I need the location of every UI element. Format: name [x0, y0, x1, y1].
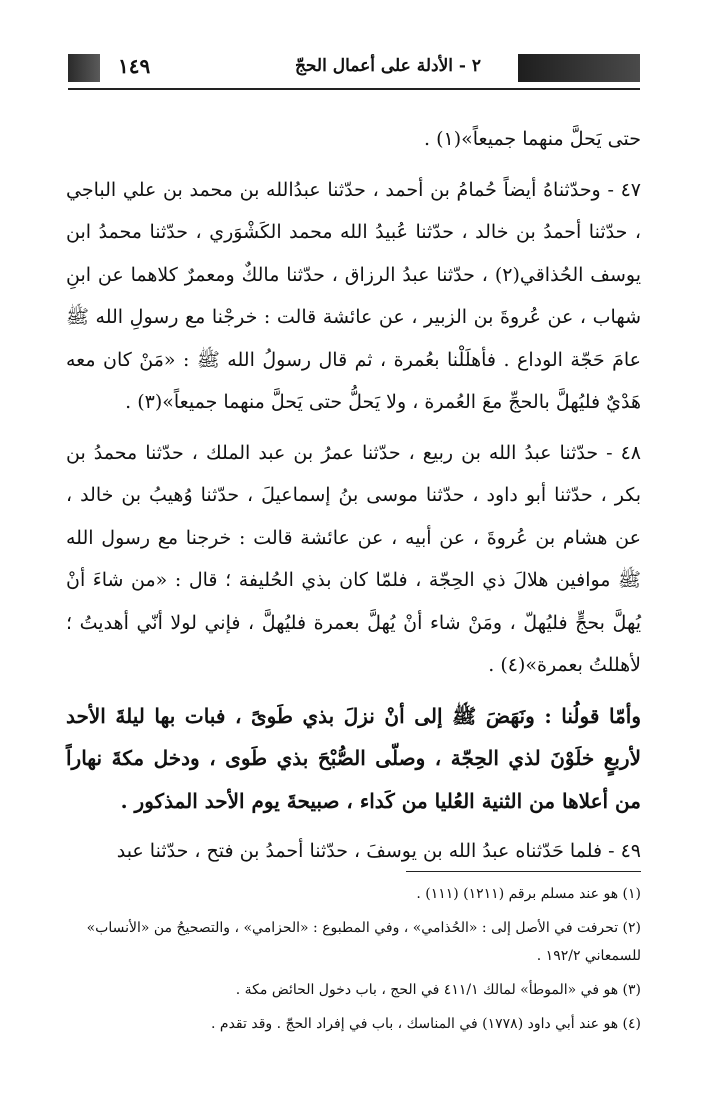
footnote-1: (١) هو عند مسلم برقم (١٢١١) (١١١) .	[416, 886, 641, 902]
paragraph-hadith-48: ٤٨ - حدّثنا عبدُ الله بن ربيع ، حدّثنا عمرُ بن عبد الملك ، حدّثنا محمدُ بن بكر ، حدّثنا أبو داود ، حدّثنا موسى بنُ إسماعيلَ ، حدّثنا وُهيبُ بن خالد ، عن هشام بن عُروةَ ، عن أبيه ، عن عائشة قالت : خرجنا مع رسول الله ﷺ موافين هلالَ ذي الحِجّة ، فلمّا كان بذي الحُليفة ؛ قال : «من شاءَ أنْ يُهلَّ بحجٍّ فليُهلّ ، ومَنْ شاء أنْ يُهلَّ بعمرة فليُهلَّ ، فإني لولا أنّي أهديتُ ؛ لأهللتُ بعمرة»(٤) .	[66, 441, 641, 676]
paragraph-commentary: وأمّا قولُنا : ونَهَضَ ﷺ إلى أنْ نزلَ بذي طَوىً ، فبات بها ليلةَ الأحد لأربعٍ خلَوْنَ لذي الحِجّة ، وصلّى الصُّبْحَ بذي طَوى ، ودخل مكةَ نهاراً من أعلاها من الثنية العُليا من كَداء ، صبيحةَ يوم الأحد المذكور .	[66, 703, 641, 813]
header-decor-block-right	[518, 54, 640, 82]
paragraph-hadith-49: ٤٩ - فلما حَدّثناه عبدُ الله بن يوسفَ ، حدّثنا أحمدُ بن فتح ، حدّثنا عبد	[116, 840, 641, 862]
footnote-3: (٣) هو في «الموطأ» لمالك ٤١١/١ في الحج ، باب دخول الحائض مكة .	[235, 982, 641, 998]
footnotes	[70, 880, 641, 1044]
footnote-separator	[406, 871, 641, 872]
page-header	[68, 50, 640, 90]
paragraph-continuation: حتى يَحلَّ منهما جميعاً»(١) .	[424, 128, 641, 150]
page-number: ١٤٩	[118, 54, 151, 78]
running-title: ٢ - الأدلة على أعمال الحجّ	[294, 56, 482, 76]
footnote-2: (٢) تحرفت في الأصل إلى : «الحُذامي» ، وفي المطبوع : «الحزامي» ، والتصحيحُ من «الأنساب» للسمعاني ١٩٢/٢ .	[86, 920, 641, 964]
header-decor-block-left	[68, 54, 100, 82]
paragraph-hadith-47: ٤٧ - وحدّثناهُ أيضاً حُمامُ بن أحمد ، حدّثنا عبدُالله بن محمد بن علي الباجي ، حدّثنا أحمدُ بن خالد ، حدّثنا عُبيدُ الله محمد الكَشْوَري ، حدّثنا محمدُ ابن يوسف الحُذاقي(٢) ، حدّثنا عبدُ الرزاق ، حدّثنا مالكٌ ومعمرٌ كلاهما عن ابنِ شهاب ، عن عُروةَ بن الزبير ، عن عائشة قالت : خرجْنا مع رسولِ الله ﷺ عامَ حَجّة الوداع . فأهلَلْنا بعُمرة ، ثم قال رسولُ الله ﷺ : «مَنْ كان معه هَدْيٌ فليُهلَّ بالحجِّ معَ العُمرة ، ولا يَحلُّ حتى يَحلَّ منهما جميعاً»(٣) .	[66, 178, 641, 413]
footnote-4: (٤) هو عند أبي داود (١٧٧٨) في المناسك ، باب في إفراد الحجّ . وقد تقدم .	[211, 1016, 641, 1032]
main-text	[66, 118, 641, 873]
